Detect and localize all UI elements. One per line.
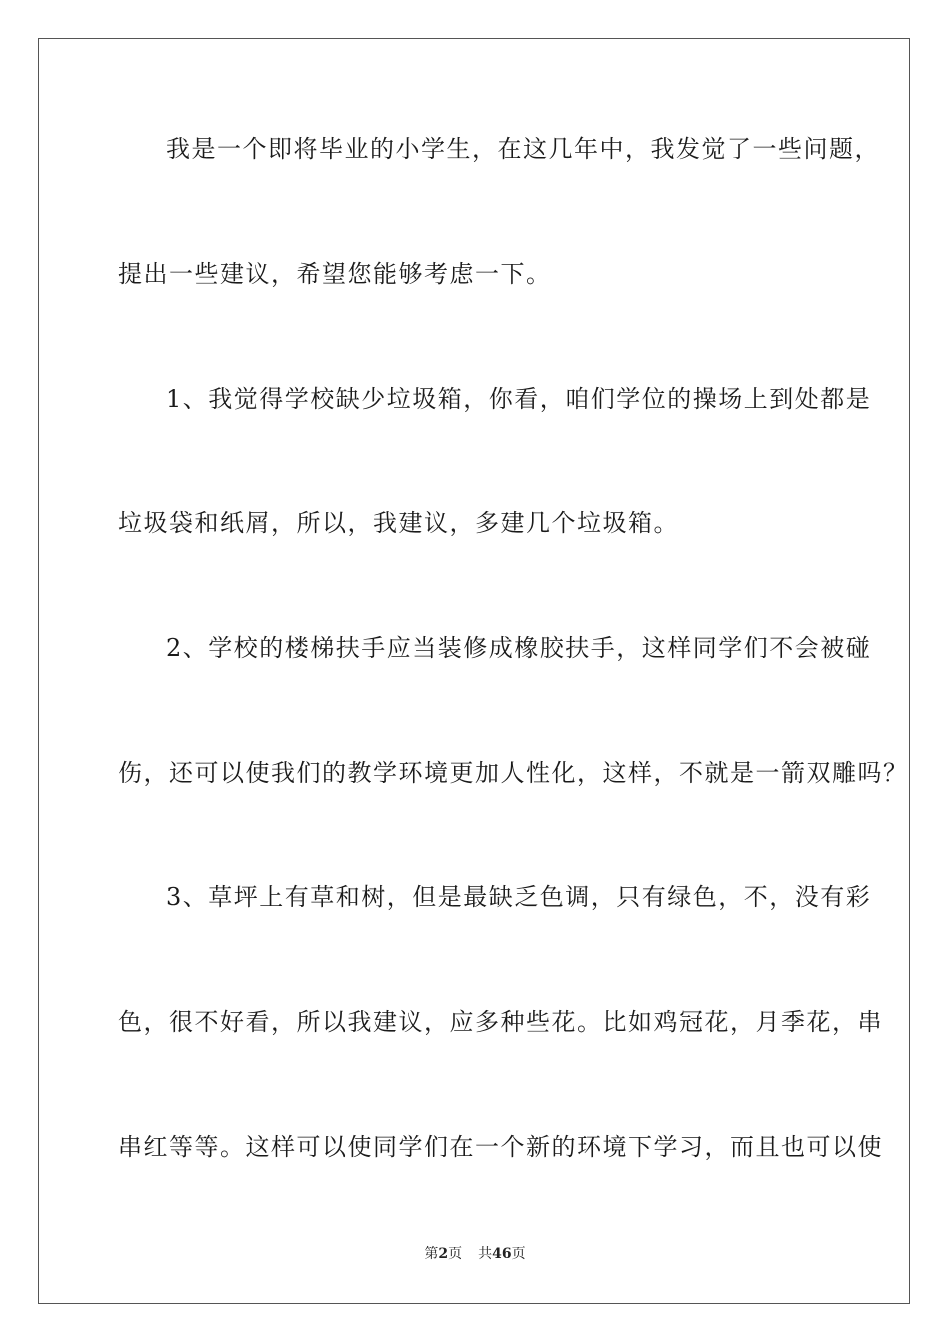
paragraph-line: 我是一个即将毕业的小学生，在这几年中，我发觉了一些问题， [166,135,880,163]
paragraph-line: 垃圾袋和纸屑，所以，我建议，多建几个垃圾箱。 [118,509,679,537]
total-pages: 46 [492,1246,512,1262]
page-number: 2 [438,1246,449,1262]
paragraph-line: 3、草坪上有草和树，但是最缺乏色调，只有绿色，不，没有彩 [166,883,872,911]
paragraph-line: 串红等等。这样可以使同学们在一个新的环境下学习，而且也可以使 [118,1133,883,1161]
paragraph-line: 2、学校的楼梯扶手应当装修成橡胶扶手，这样同学们不会被碰 [166,634,872,662]
page-border [38,38,910,1304]
total-prefix: 共 [478,1246,493,1262]
paragraph-line: 1、我觉得学校缺少垃圾箱，你看，咱们学位的操场上到处都是 [166,385,872,413]
page-suffix: 页 [448,1246,463,1262]
paragraph-line: 色，很不好看，所以我建议，应多种些花。比如鸡冠花，月季花，串 [118,1008,883,1036]
paragraph-line: 伤，还可以使我们的教学环境更加人性化，这样，不就是一箭双雕吗？ [118,759,909,787]
paragraph-line: 提出一些建议，希望您能够考虑一下。 [118,260,552,288]
page-prefix: 第 [424,1246,439,1262]
page-footer [0,1245,950,1263]
total-suffix: 页 [511,1246,526,1262]
